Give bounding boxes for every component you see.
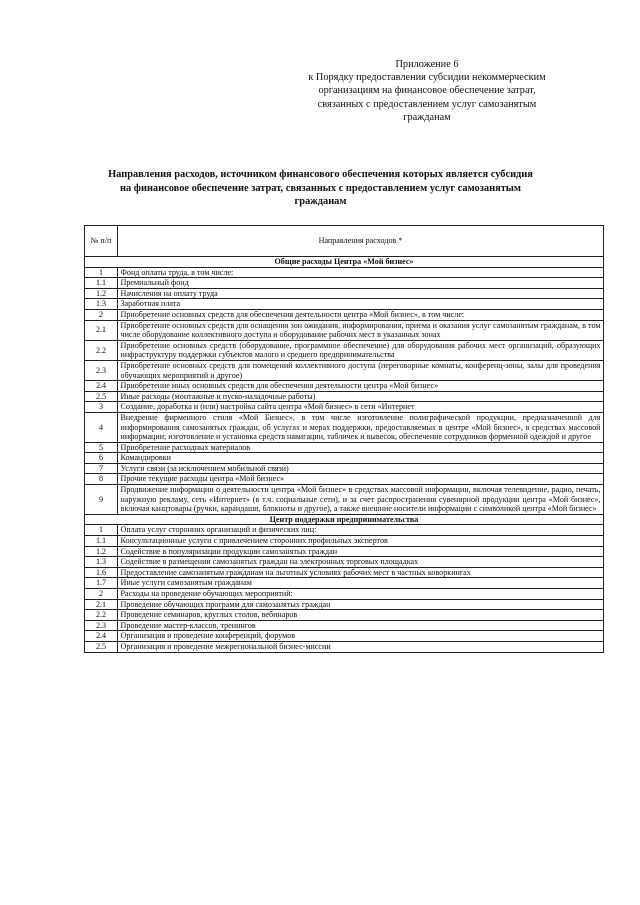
row-text: Приобретение основных средств (оборудование, программное обеспечение) для оборудования рабочих мест организаций, образующих инфраструктуру поддержки субъектов малого и среднего предпринимательства [118, 340, 604, 360]
section-header-row [85, 257, 604, 268]
table-row [85, 309, 604, 320]
row-number: 1.7 [85, 578, 118, 589]
table-row [85, 567, 604, 578]
row-text: Консультационные услуги с привлечением сторонних профильных экспертов [118, 536, 604, 547]
row-number: 2 [85, 589, 118, 600]
row-number: 1.3 [85, 299, 118, 310]
row-number: 5 [85, 442, 118, 453]
table-row [85, 546, 604, 557]
row-number: 7 [85, 463, 118, 474]
row-number: 4 [85, 412, 118, 442]
table-row [85, 299, 604, 310]
row-text: Фонд оплаты труда, в том числе: [118, 267, 604, 278]
appendix-number: Приложение 6 [395, 59, 459, 70]
header-direction: Направления расходов * [118, 226, 604, 257]
table-row [85, 589, 604, 600]
section-header-row [85, 514, 604, 525]
row-text: Предоставление самозанятым гражданам на льготных условиях рабочих мест в частных коворкингах [118, 567, 604, 578]
table-row [85, 474, 604, 485]
table-row [85, 599, 604, 610]
row-number: 2.4 [85, 381, 118, 392]
table-row [85, 610, 604, 621]
table-row [85, 557, 604, 568]
row-text: Премиальный фонд [118, 278, 604, 289]
row-number: 1.2 [85, 288, 118, 299]
table-row [85, 267, 604, 278]
table-row [85, 578, 604, 589]
row-text: Начисления на оплату труда [118, 288, 604, 299]
appendix-block [262, 58, 592, 124]
row-text: Проведение обучающих программ для самозанятых граждан [118, 599, 604, 610]
row-text: Иные услуги самозанятым гражданам [118, 578, 604, 589]
row-text: Внедрение фирменного стиля «Мой Бизнес», в том числе изготовление полиграфической продукции, предназначенной для информирования самозанятых граждан, об услугах и мерах поддержки, предоставляемых в центре «Мой бизнес», в средствах массовой информации; изготовление и установка средств навигации, табличек и вывесок, обеспечение сотрудников форменной одеждой и другое [118, 412, 604, 442]
section-title: Центр поддержки предпринимательства [85, 514, 604, 525]
table-row [85, 360, 604, 380]
row-number: 2.3 [85, 620, 118, 631]
appendix-line: связанных с предоставлением услуг самозанятым [317, 98, 537, 110]
row-text: Приобретение основных средств для обеспечения деятельности центра «Мой бизнес», в том числе: [118, 309, 604, 320]
row-number: 1.1 [85, 536, 118, 547]
row-number: 8 [85, 474, 118, 485]
row-text: Организация и проведение межрегиональной бизнес-миссии [118, 641, 604, 652]
table-row [85, 391, 604, 402]
row-text: Приобретение основных средств для оснащения зон ожидания, информирования, приема и оказания услуг самозанятым гражданам, в том числе оборудование коллективного доступа и оборудование рабочих мест в указанных зонах [118, 320, 604, 340]
row-number: 2.2 [85, 340, 118, 360]
row-number: 1.6 [85, 567, 118, 578]
table-row [85, 485, 604, 515]
row-text: Заработная плата [118, 299, 604, 310]
row-number: 3 [85, 402, 118, 413]
row-number: 1.2 [85, 546, 118, 557]
section-title: Общие расходы Центра «Мой бизнес» [85, 257, 604, 268]
row-text: Содействие в размещении самозанятых граждан на электронных торговых площадках [118, 557, 604, 568]
table-row [85, 402, 604, 413]
table-row [85, 288, 604, 299]
row-number: 2.1 [85, 320, 118, 340]
row-number: 9 [85, 485, 118, 515]
table-row [85, 340, 604, 360]
row-number: 1 [85, 267, 118, 278]
row-text: Проведение семинаров, круглых столов, вебинаров [118, 610, 604, 621]
table-row [85, 620, 604, 631]
appendix-line: к Порядку предоставления субсидии некоммерческим [308, 72, 546, 84]
row-number: 2.5 [85, 641, 118, 652]
row-number: 2.5 [85, 391, 118, 402]
row-text: Продвижение информации о деятельности центра «Мой бизнес» в средствах массовой информации, включая телевидение, радио, печать, наружную рекламу, сеть «Интернет» (в т.ч. социальные сети), и за счет распространения сувенирной продукции центра «Мой бизнес», включая канцтовары (ручки, карандаши, блокноты и другое), а также внешние носители информации с символикой центра «Мой бизнес» [118, 485, 604, 515]
row-text: Расходы на проведение обучающих мероприятий: [118, 589, 604, 600]
table-row [85, 412, 604, 442]
row-number: 2.4 [85, 631, 118, 642]
expense-directions-table [84, 225, 604, 653]
row-number: 2 [85, 309, 118, 320]
row-number: 1.3 [85, 557, 118, 568]
appendix-line: организациям на финансовое обеспечение затрат, [318, 85, 536, 97]
row-text: Организация и проведение конференций, форумов [118, 631, 604, 642]
row-text: Приобретение расходных материалов [118, 442, 604, 453]
row-number: 2.2 [85, 610, 118, 621]
table-row [85, 525, 604, 536]
row-number: 1.1 [85, 278, 118, 289]
table-row [85, 320, 604, 340]
row-text: Оплата услуг сторонних организаций и физических лиц: [118, 525, 604, 536]
table-row [85, 631, 604, 642]
appendix-line: гражданам [403, 111, 451, 123]
row-text: Иные расходы (монтажные и пуско-наладочные работы) [118, 391, 604, 402]
document-title: Направления расходов, источником финансового обеспечения которых является субсидия на финансовое обеспечение затрат, связанных с предоставлением услуг самозанятым гражданам [108, 169, 533, 208]
header-number: № п/п [85, 226, 118, 257]
table-row [85, 381, 604, 392]
table-row [85, 641, 604, 652]
row-text: Приобретение иных основных средств для обеспечения деятельности центра «Мой бизнес» [118, 381, 604, 392]
row-text: Командировки [118, 453, 604, 464]
row-text: Услуги связи (за исключением мобильной связи) [118, 463, 604, 474]
table-header-row [85, 226, 604, 257]
table-row [85, 463, 604, 474]
table-row [85, 453, 604, 464]
row-text: Содействие в популяризации продукции самозанятых граждан [118, 546, 604, 557]
row-number: 1 [85, 525, 118, 536]
row-text: Проведение мастер-классов, тренингов [118, 620, 604, 631]
row-text: Прочие текущие расходы центра «Мой бизнес» [118, 474, 604, 485]
table-row [85, 442, 604, 453]
table-row [85, 278, 604, 289]
row-text: Приобретение основных средств для помещений коллективного доступа (переговорные комнаты, конференц-зоны, залы для проведения обучающих мероприятий и другое) [118, 360, 604, 380]
row-number: 2.1 [85, 599, 118, 610]
row-number: 6 [85, 453, 118, 464]
row-number: 2.3 [85, 360, 118, 380]
table-row [85, 536, 604, 547]
row-text: Создание, доработка и (или) настройка сайта центра «Мой бизнес» в сети «Интернет [118, 402, 604, 413]
